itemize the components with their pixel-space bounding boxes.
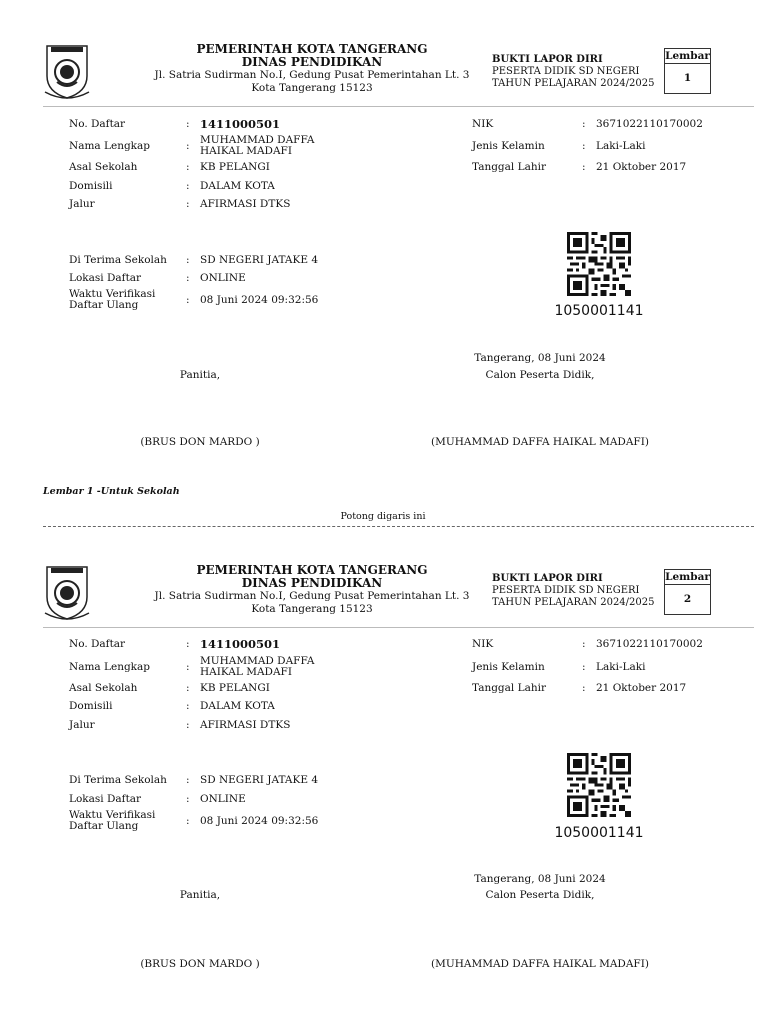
qr-code-icon xyxy=(567,232,631,296)
field-colon: : xyxy=(582,638,586,650)
field-label: No. Daftar xyxy=(69,638,126,650)
field-value: ONLINE xyxy=(200,272,246,284)
field-colon: : xyxy=(186,700,190,712)
field-value: MUHAMMAD DAFFA HAIKAL MADAFI xyxy=(200,655,315,678)
field-label: Waktu Verifikasi Daftar Ulang xyxy=(69,809,156,832)
signature-right-role: Calon Peserta Didik, xyxy=(485,889,595,901)
header-title-2: DINAS PENDIDIKAN xyxy=(241,576,383,590)
field-colon: : xyxy=(186,118,190,130)
field-label: Jalur xyxy=(69,198,95,210)
field-colon: : xyxy=(186,682,190,694)
header-title-block xyxy=(150,43,474,95)
field-colon: : xyxy=(186,180,190,192)
field-value: 21 Oktober 2017 xyxy=(596,682,687,694)
header-title-2: DINAS PENDIDIKAN xyxy=(241,55,383,69)
header-address-1: Jl. Satria Sudirman No.I, Gedung Pusat Pemerintahan Lt. 3 xyxy=(154,590,470,602)
bukti-title: BUKTI LAPOR DIRI xyxy=(492,573,603,584)
bukti-line-3: TAHUN PELAJARAN 2024/2025 xyxy=(492,597,655,608)
signature-right-role: Calon Peserta Didik, xyxy=(485,369,595,381)
field-label: Lokasi Daftar xyxy=(69,793,142,805)
bukti-block xyxy=(492,54,655,90)
header-divider xyxy=(43,627,754,628)
sheet-2 xyxy=(0,521,768,981)
field-colon: : xyxy=(186,272,190,284)
field-value: 3671022110170002 xyxy=(596,638,703,650)
field-label: Di Terima Sekolah xyxy=(69,774,167,786)
field-colon: : xyxy=(186,774,190,786)
field-label: Nama Lengkap xyxy=(69,140,151,152)
field-colon: : xyxy=(186,638,190,650)
qr-code-icon xyxy=(567,753,631,817)
field-label: Di Terima Sekolah xyxy=(69,254,167,266)
field-label: NIK xyxy=(472,118,494,130)
field-label: No. Daftar xyxy=(69,118,126,130)
field-value: AFIRMASI DTKS xyxy=(200,719,291,731)
field-value: Laki-Laki xyxy=(596,140,646,152)
field-value: KB PELANGI xyxy=(200,682,270,694)
lembar-box xyxy=(664,48,711,94)
bukti-title: BUKTI LAPOR DIRI xyxy=(492,54,603,65)
lembar-label: Lembar xyxy=(665,50,710,62)
lembar-value: 1 xyxy=(683,72,692,84)
field-colon: : xyxy=(186,198,190,210)
field-label: Domisili xyxy=(69,180,113,192)
field-label: Tanggal Lahir xyxy=(472,682,546,694)
field-value: 08 Juni 2024 09:32:56 xyxy=(200,815,319,827)
header-address-1: Jl. Satria Sudirman No.I, Gedung Pusat Pemerintahan Lt. 3 xyxy=(154,69,470,81)
field-colon: : xyxy=(186,719,190,731)
field-label: Asal Sekolah xyxy=(69,682,138,694)
sheet-1 xyxy=(0,0,768,460)
lembar-value: 2 xyxy=(683,593,692,605)
signature-left-name: (BRUS DON MARDO ) xyxy=(140,436,260,448)
field-label: Jenis Kelamin xyxy=(472,140,545,152)
field-value: ONLINE xyxy=(200,793,246,805)
field-label: Nama Lengkap xyxy=(69,661,151,673)
header-title-1: PEMERINTAH KOTA TANGERANG xyxy=(196,42,428,56)
field-label: Lokasi Daftar xyxy=(69,272,142,284)
header-title-1: PEMERINTAH KOTA TANGERANG xyxy=(196,563,428,577)
signature-right-name: (MUHAMMAD DAFFA HAIKAL MADAFI) xyxy=(431,958,649,970)
field-value: 1411000501 xyxy=(200,637,281,651)
lembar-label: Lembar xyxy=(665,571,710,583)
bukti-line-2: PESERTA DIDIK SD NEGERI xyxy=(492,66,640,77)
field-colon: : xyxy=(186,161,190,173)
qr-number: 1050001141 xyxy=(554,303,644,319)
field-label: Jenis Kelamin xyxy=(472,661,545,673)
field-colon: : xyxy=(582,682,586,694)
signature-right-name: (MUHAMMAD DAFFA HAIKAL MADAFI) xyxy=(431,436,649,448)
field-colon: : xyxy=(186,815,190,827)
field-value: 08 Juni 2024 09:32:56 xyxy=(200,294,319,306)
bukti-line-3: TAHUN PELAJARAN 2024/2025 xyxy=(492,78,655,89)
field-colon: : xyxy=(186,793,190,805)
field-value: KB PELANGI xyxy=(200,161,270,173)
field-label: Domisili xyxy=(69,700,113,712)
bukti-block xyxy=(492,573,655,609)
signature-left-role: Panitia, xyxy=(179,369,221,381)
header-address-2: Kota Tangerang 15123 xyxy=(251,603,373,615)
field-value: DALAM KOTA xyxy=(200,180,275,192)
field-label: Tanggal Lahir xyxy=(472,161,546,173)
field-colon: : xyxy=(582,161,586,173)
field-colon: : xyxy=(582,661,586,673)
field-colon: : xyxy=(186,254,190,266)
lembar-box xyxy=(664,569,711,615)
signature-place-date: Tangerang, 08 Juni 2024 xyxy=(474,873,606,885)
signature-left-role: Panitia, xyxy=(179,889,221,901)
field-label: Jalur xyxy=(69,719,95,731)
field-colon: : xyxy=(186,140,190,152)
city-emblem-icon xyxy=(43,563,91,623)
city-emblem-icon xyxy=(43,42,91,102)
bukti-line-2: PESERTA DIDIK SD NEGERI xyxy=(492,585,640,596)
signature-place-date: Tangerang, 08 Juni 2024 xyxy=(474,352,606,364)
field-value: SD NEGERI JATAKE 4 xyxy=(200,254,319,266)
field-value: 21 Oktober 2017 xyxy=(596,161,687,173)
qr-number: 1050001141 xyxy=(554,825,644,841)
field-label: Asal Sekolah xyxy=(69,161,138,173)
field-value: Laki-Laki xyxy=(596,661,646,673)
field-label: NIK xyxy=(472,638,494,650)
field-value: 3671022110170002 xyxy=(596,118,703,130)
field-value: SD NEGERI JATAKE 4 xyxy=(200,774,319,786)
cut-line-label: Potong digaris ini xyxy=(340,511,426,522)
header-title-block xyxy=(150,564,474,616)
field-colon: : xyxy=(186,294,190,306)
field-value: 1411000501 xyxy=(200,117,281,131)
header-address-2: Kota Tangerang 15123 xyxy=(251,82,373,94)
footnote-lembar: Lembar 1 -Untuk Sekolah xyxy=(43,486,180,497)
header-divider xyxy=(43,106,754,107)
field-label: Waktu Verifikasi Daftar Ulang xyxy=(69,288,156,311)
field-colon: : xyxy=(582,140,586,152)
signature-left-name: (BRUS DON MARDO ) xyxy=(140,958,260,970)
field-value: DALAM KOTA xyxy=(200,700,275,712)
field-colon: : xyxy=(582,118,586,130)
field-value: MUHAMMAD DAFFA HAIKAL MADAFI xyxy=(200,134,315,157)
field-value: AFIRMASI DTKS xyxy=(200,198,291,210)
field-colon: : xyxy=(186,661,190,673)
